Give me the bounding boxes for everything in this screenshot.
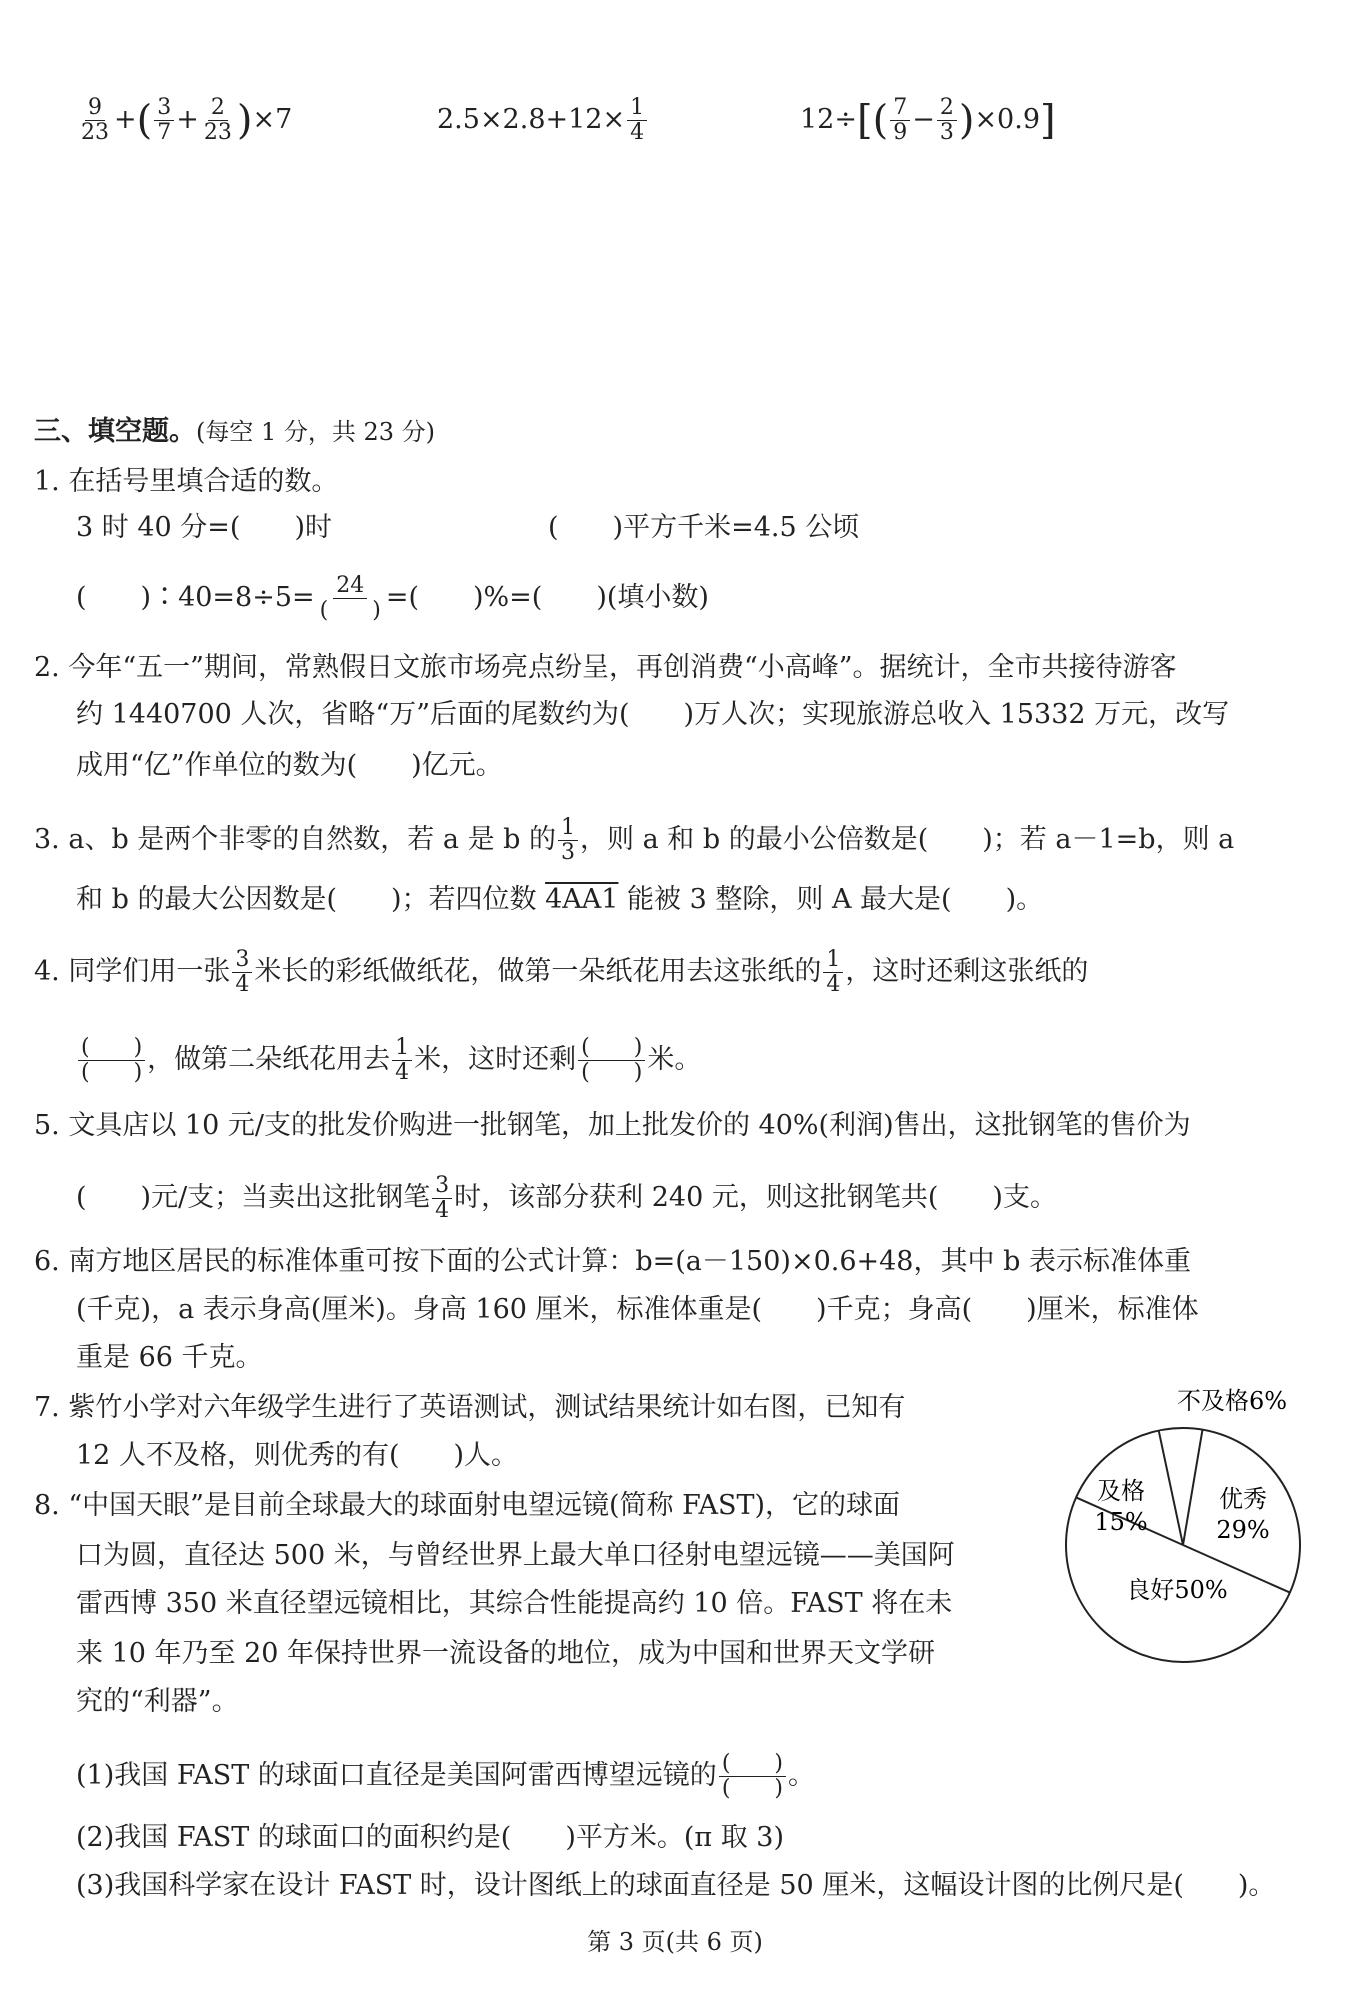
fraction: $\frac{1}{4}$ bbox=[627, 96, 647, 145]
fraction: $\frac{1}{4}$ bbox=[823, 948, 843, 997]
q7-line2: 12 人不及格，则优秀的有( )人。 bbox=[76, 1440, 519, 1471]
fraction-blank: $\frac{( )}{( )}$ bbox=[719, 1752, 786, 1801]
q1-line1b: ( )平方千米=4.5 公顷 bbox=[548, 512, 860, 543]
q6-line2: (千克)，a 表示身高(厘米)。身高 160 厘米，标准体重是( )千克；身高( )厘米，标准体 bbox=[76, 1294, 1199, 1325]
pie-chart bbox=[1050, 1380, 1330, 1680]
fraction: $\frac{24}{( )}$ bbox=[319, 573, 381, 623]
fraction: $\frac{3}{7}$ bbox=[154, 96, 174, 145]
fraction: $\frac{2}{3}$ bbox=[937, 96, 957, 145]
q5-line2: ( )元/支；当卖出这批钢笔 $\frac{3}{4}$ 时，该部分获利 240 元，则这批钢笔共( )支。 bbox=[76, 1173, 1057, 1223]
q8-sub2: (2)我国 FAST 的球面口的面积约是( )平方米。(π 取 3) bbox=[76, 1822, 785, 1853]
q3-line1: 3. a、b 是两个非零的自然数，若 a 是 b 的 $\frac{1}{3}$ ，则 a 和 b 的最小公倍数是( )；若 a－1=b，则 a bbox=[34, 815, 1235, 865]
q1-line1a: 3 时 40 分=( )时 bbox=[76, 512, 332, 543]
pie-radius-0 bbox=[1159, 1431, 1183, 1545]
calc-expr-1: $\frac{9}{23}$ +( $\frac{3}{7}$ + $\frac{2}{23}$ )×7 bbox=[76, 96, 292, 145]
calc-expr-3: 12÷[( $\frac{7}{9}$ − $\frac{2}{3}$ )×0.9] bbox=[800, 95, 1056, 145]
calc-expr-2: 2.5×2.8+12× $\frac{1}{4}$ bbox=[437, 96, 649, 145]
q7-line1: 7. 紫竹小学对六年级学生进行了英语测试，测试结果统计如右图，已知有 bbox=[34, 1392, 906, 1423]
fraction-blank: $\frac{( )}{( )}$ bbox=[78, 1036, 145, 1085]
q4-line1: 4. 同学们用一张 $\frac{3}{4}$ 米长的彩纸做纸花，做第一朵纸花用去这张纸的 $\frac{1}{4}$ ，这时还剩这张纸的 bbox=[34, 947, 1089, 997]
q8-sub3: (3)我国科学家在设计 FAST 时，设计图纸上的球面直径是 50 厘米，这幅设计图的比例尺是( )。 bbox=[76, 1870, 1276, 1901]
q8-sub1: (1)我国 FAST 的球面口直径是美国阿雷西博望远镜的 $\frac{( )}{( )}$ 。 bbox=[76, 1751, 815, 1801]
page-footer: 第 3 页(共 6 页) bbox=[587, 1928, 763, 1956]
q1-stem: 1. 在括号里填合适的数。 bbox=[34, 466, 339, 497]
pie-radius-1 bbox=[1183, 1430, 1203, 1545]
fraction: $\frac{7}{9}$ bbox=[890, 96, 910, 145]
section-title: 三、填空题。(每空 1 分，共 23 分) bbox=[34, 416, 436, 447]
fraction: $\frac{1}{3}$ bbox=[558, 816, 578, 865]
q8-line4: 来 10 年乃至 20 年保持世界一流设备的地位，成为中国和世界天文学研 bbox=[76, 1638, 936, 1669]
fraction: $\frac{2}{23}$ bbox=[203, 95, 232, 145]
q2-line2: 约 1440700 人次，省略“万”后面的尾数约为( )万人次；实现旅游总收入 15332 万元，改写 bbox=[76, 699, 1230, 730]
pie-label-pass: 及格 bbox=[1097, 1477, 1145, 1505]
fraction: $\frac{3}{4}$ bbox=[232, 948, 252, 997]
q3-line2: 和 b 的最大公因数是( )；若四位数 4AA1 能被 3 整除，则 A 最大是( )。 bbox=[76, 884, 1044, 915]
fraction: $\frac{9}{23}$ bbox=[81, 95, 109, 145]
pie-label-excellent: 优秀 bbox=[1219, 1485, 1267, 1513]
q6-line3: 重是 66 千克。 bbox=[76, 1342, 263, 1373]
q2-line3: 成用“亿”作单位的数为( )亿元。 bbox=[76, 750, 503, 781]
fraction: $\frac{1}{4}$ bbox=[392, 1036, 412, 1085]
fraction: $\frac{3}{4}$ bbox=[432, 1174, 452, 1223]
q1-line2: ( )∶40=8÷5= $\frac{24}{( )}$ =( )%=( )(填小数) bbox=[76, 573, 709, 623]
fraction-blank: $\frac{( )}{( )}$ bbox=[578, 1036, 645, 1085]
pie-label-good: 良好50% bbox=[1126, 1576, 1228, 1604]
q5-line1: 5. 文具店以 10 元/支的批发价购进一批钢笔，加上批发价的 40%(利润)售出，这批钢笔的售价为 bbox=[34, 1110, 1191, 1141]
pie-label-pass-pct: 15% bbox=[1094, 1508, 1148, 1536]
q8-line3: 雷西博 350 米直径望远镜相比，其综合性能提高约 10 倍。FAST 将在未 bbox=[76, 1588, 953, 1619]
q6-line1: 6. 南方地区居民的标准体重可按下面的公式计算：b=(a－150)×0.6+48，其中 b 表示标准体重 bbox=[34, 1246, 1191, 1277]
q8-line5: 究的“利器”。 bbox=[76, 1686, 239, 1717]
q8-line2: 口为圆，直径达 500 米，与曾经世界上最大单口径射电望远镜——美国阿 bbox=[76, 1540, 955, 1571]
pie-label-excellent-pct: 29% bbox=[1216, 1516, 1270, 1544]
q8-line1: 8. “中国天眼”是目前全球最大的球面射电望远镜(简称 FAST)，它的球面 bbox=[34, 1490, 900, 1521]
pie-label-fail: 不及格6% bbox=[1176, 1387, 1288, 1415]
q4-line2: $\frac{( )}{( )}$ ，做第二朵纸花用去 $\frac{1}{4}$ 米，这时还剩 $\frac{( )}{( )}$ 米。 bbox=[76, 1036, 701, 1085]
q2-line1: 2. 今年“五一”期间，常熟假日文旅市场亮点纷呈，再创消费“小高峰”。据统计，全市共接待游客 bbox=[34, 652, 1177, 683]
